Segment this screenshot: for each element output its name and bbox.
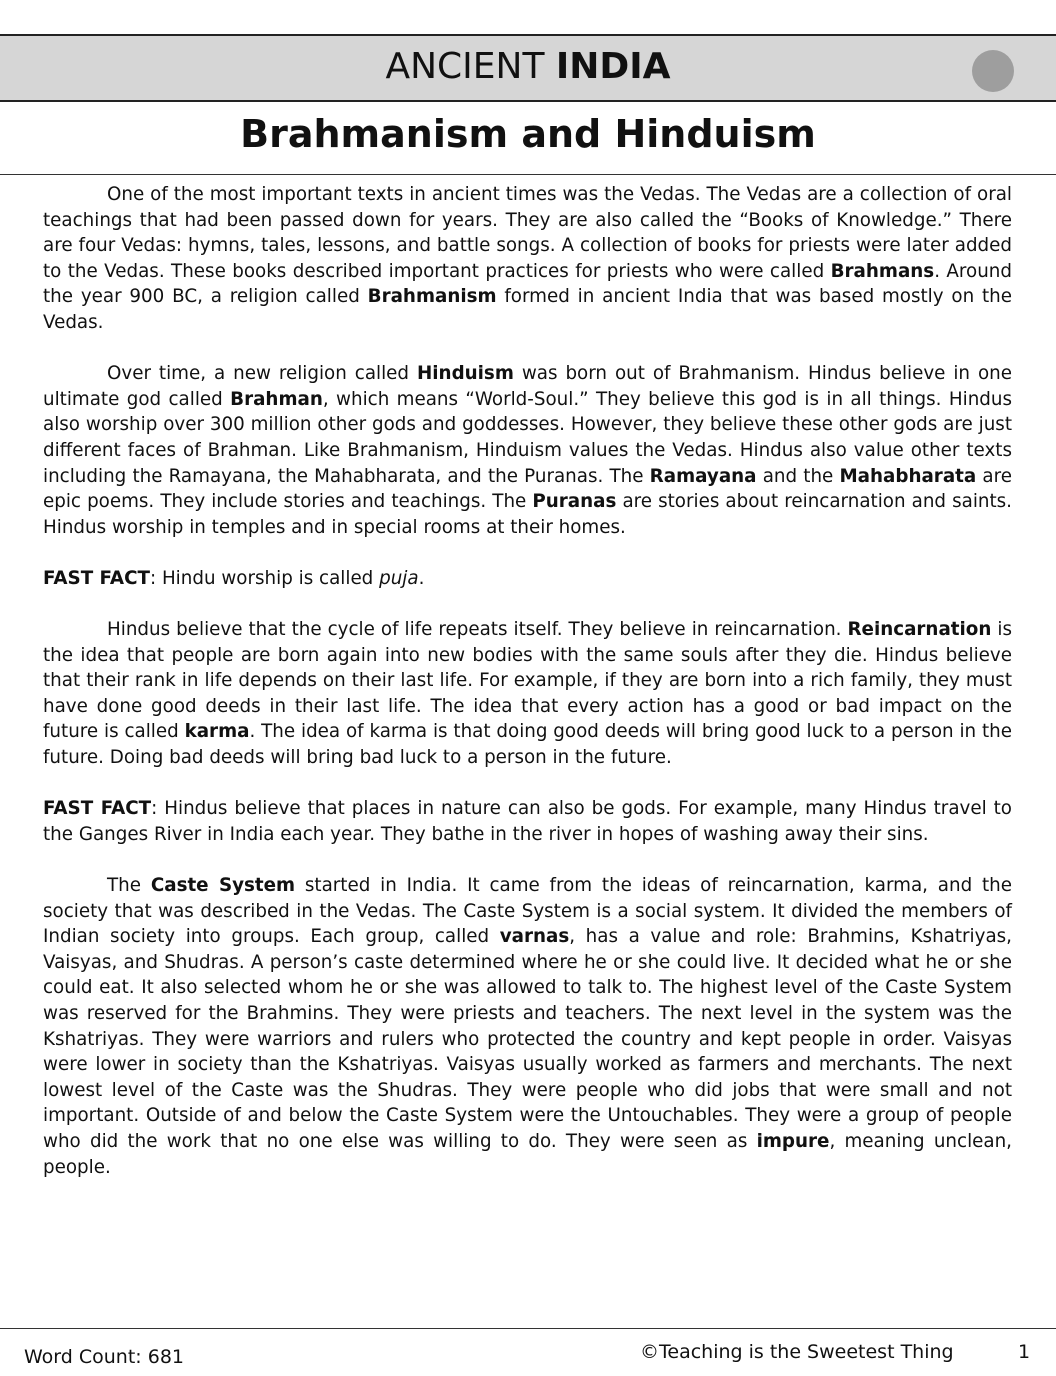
fast-fact-label: FAST FACT xyxy=(43,798,152,820)
term-puranas: Puranas xyxy=(532,491,617,513)
article-body xyxy=(43,182,1012,1206)
word-count: Word Count: 681 xyxy=(24,1346,185,1368)
footer-divider xyxy=(0,1328,1056,1329)
header-band xyxy=(0,34,1056,102)
term-varnas: varnas xyxy=(499,926,570,948)
header-title-bold: INDIA xyxy=(555,46,671,87)
paragraph-hinduism: Over time, a new religion called Hinduism was born out of Brahmanism. Hindus believe in one ultimate god called Brahman, which means “World-Soul.” They believe this god is in all things. Hindus also worship over 300 million other gods and goddesses. However, they believe these other gods are just different faces of Brahman. Like Brahmanism, Hinduism values the Vedas. Hindus also value other texts including the Ramayana, the Mahabharata, and the Puranas. The Ramayana and the Mahabharata are epic poems. They include stories and teachings. The Puranas are stories about reincarnation and saints. Hindus worship in temples and in special rooms at their homes. xyxy=(43,363,1013,538)
fast-fact-ganges: FAST FACT: Hindus believe that places in nature can also be gods. For example, many Hindus travel to the Ganges River in India each year. They bathe in the river in hopes of washing away their sins. xyxy=(43,798,1012,845)
term-hinduism: Hinduism xyxy=(416,363,514,385)
circle-dot-icon xyxy=(972,50,1014,92)
term-caste-system: Caste System xyxy=(150,875,296,897)
copyright-notice: ©Teaching is the Sweetest Thing xyxy=(640,1341,954,1363)
term-ramayana: Ramayana xyxy=(649,465,757,487)
term-impure: impure xyxy=(756,1130,830,1152)
term-brahmanism: Brahmanism xyxy=(367,286,497,308)
paragraph-caste-system: The Caste System started in India. It came from the ideas of reincarnation, karma, and the society that was described in the Vedas. The Caste System is a social system. It divided the members of Indian society into groups. Each group, called varnas, has a value and role: Brahmins, Kshatriyas, Vaisyas, and Shudras. A person’s caste determined where he or she could live. It decided what he or she could eat. It also selected whom he or she was allowed to talk to. The highest level of the Caste System was reserved for the Brahmins. They were priests and teachers. The next level in the system was the Kshatriyas. They were warriors and rulers who protected the country and kept people in order. Vaisyas were lower in society than the Kshatriyas. Vaisyas usually worked as farmers and merchants. The next lowest level of the Caste was the Shudras. They were people who did jobs that were small and not important. Outside of and below the Caste System were the Untouchables. They were a group of people who did the work that no one else was willing to do. They were seen as impure, meaning unclean, people. xyxy=(43,875,1012,1178)
fast-fact-puja: FAST FACT: Hindu worship is called puja. xyxy=(43,567,425,589)
fast-fact-label: FAST FACT xyxy=(43,567,150,589)
term-brahman: Brahman xyxy=(230,388,323,410)
term-reincarnation: Reincarnation xyxy=(847,619,992,641)
term-karma: karma xyxy=(184,721,250,743)
page-title: Brahmanism and Hinduism xyxy=(240,112,816,156)
title-divider xyxy=(0,174,1056,175)
term-mahabharata: Mahabharata xyxy=(839,465,977,487)
page-header-title xyxy=(0,46,1056,87)
paragraph-vedas: One of the most important texts in ancient times was the Vedas. The Vedas are a collection of oral teachings that had been passed down for years. They are also called the “Books of Knowledge.” There are four Vedas: hymns, tales, lessons, and battle songs. A collection of books for priests were later added to the Vedas. These books described important practices for priests who were called Brahmans. Around the year 900 BC, a religion called Brahmanism formed in ancient India that was based mostly on the Vedas. xyxy=(43,184,1012,333)
term-puja: puja xyxy=(379,567,419,589)
page-number: 1 xyxy=(1018,1341,1031,1363)
paragraph-reincarnation: Hindus believe that the cycle of life repeats itself. They believe in reincarnation. Reincarnation is the idea that people are born again into new bodies with the same souls after they die. Hindus believe that their rank in life depends on their last life. For example, if they are born into a rich family, they must have done good deeds in their last life. The idea that every action has a good or bad impact on the future is called karma. The idea of karma is that doing good deeds will bring good luck to a person in the future. Doing bad deeds will bring bad luck to a person in the future. xyxy=(43,619,1012,769)
header-title-light: ANCIENT xyxy=(385,46,556,87)
term-brahmans: Brahmans xyxy=(830,260,935,282)
